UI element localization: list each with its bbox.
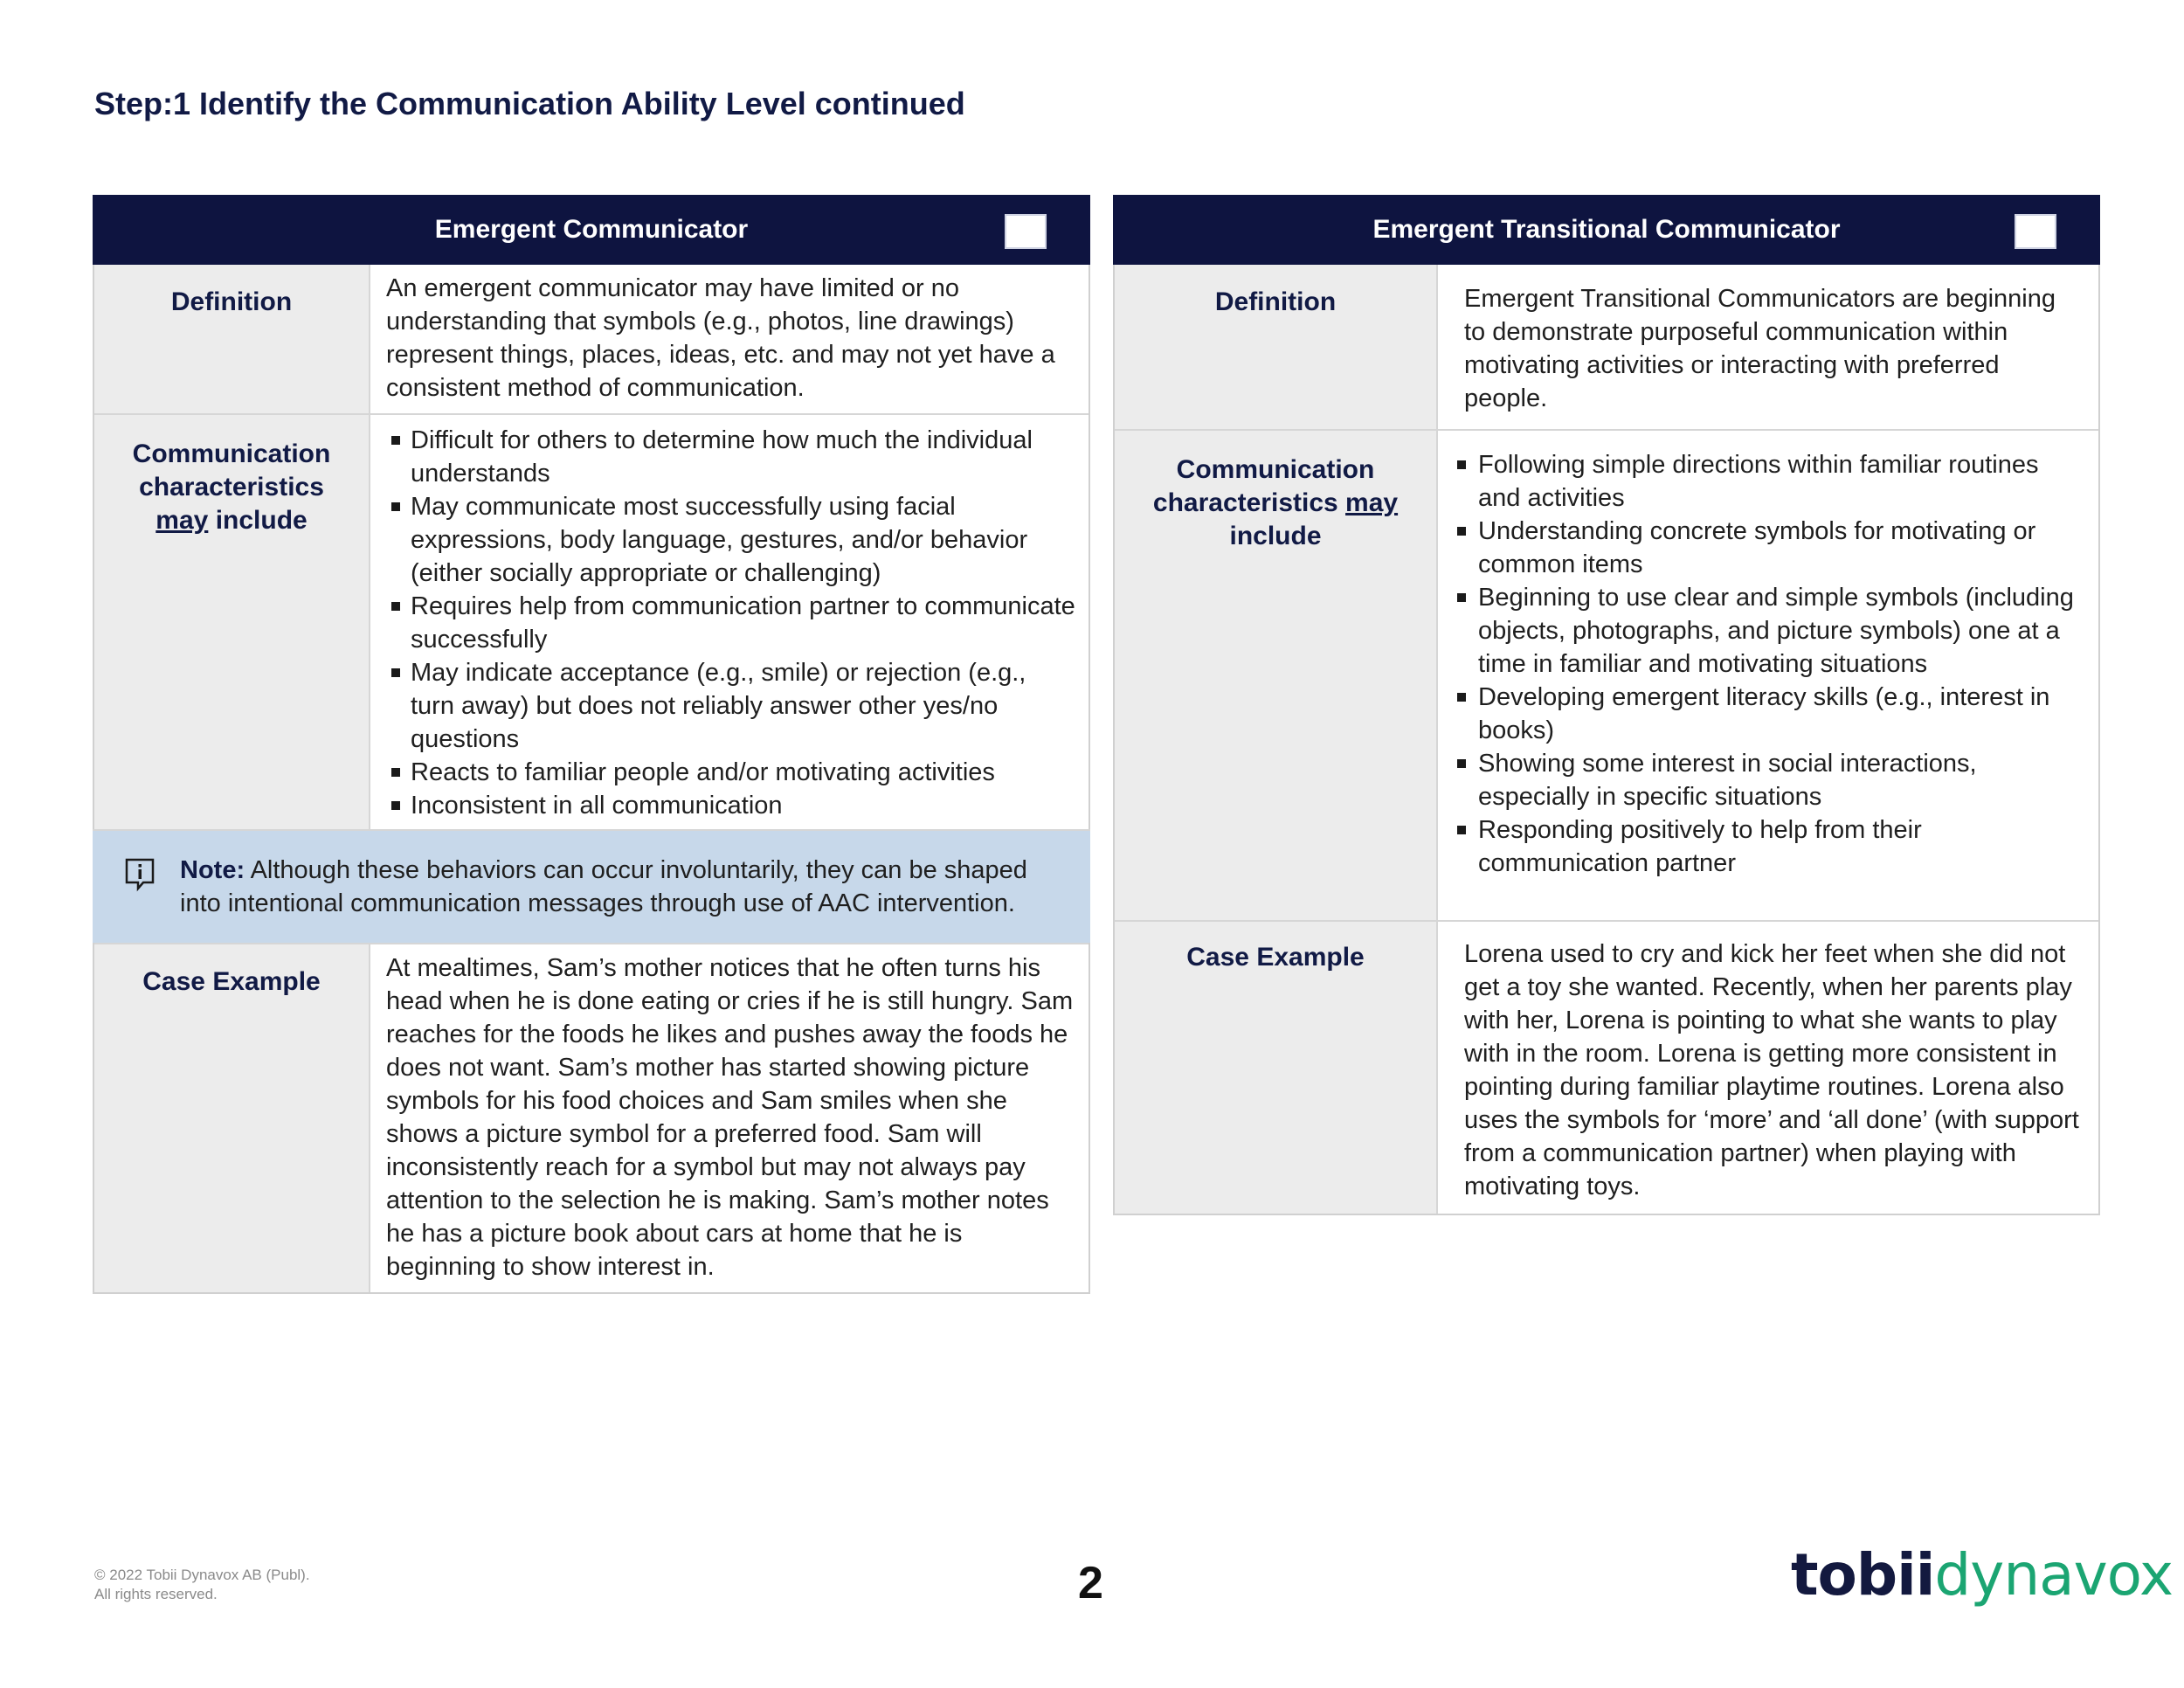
note-label: Note: bbox=[180, 856, 245, 884]
characteristics-label-may: may bbox=[1345, 488, 1399, 517]
definition-text: An emergent communicator may have limited or no understanding that symbols (e.g., photos, line drawings) represent things, places, ideas, etc. and may not yet have a consistent method of communication. bbox=[386, 274, 1055, 402]
card-title: Emergent Communicator bbox=[434, 215, 749, 244]
definition-label: Definition bbox=[1115, 265, 1438, 429]
list-item: Developing emergent literacy skills (e.g., interest in books) bbox=[1438, 681, 2081, 747]
case-example-label: Case Example bbox=[1115, 922, 1438, 1214]
list-item: Beginning to use clear and simple symbols (including objects, photographs, and picture symbols) one at a time in familiar and motivating situations bbox=[1438, 581, 2081, 681]
definition-row bbox=[1115, 265, 2098, 429]
page-title: Step:1 Identify the Communication Ability Level continued bbox=[94, 86, 965, 121]
characteristics-label bbox=[1115, 431, 1438, 920]
characteristics-row bbox=[94, 413, 1089, 829]
copyright-line1: © 2022 Tobii Dynavox AB (Publ). bbox=[94, 1567, 310, 1583]
characteristics-label-part2: include bbox=[1229, 522, 1322, 550]
characteristics-label-part1: Communication characteristics bbox=[132, 439, 331, 502]
copyright-line2: All rights reserved. bbox=[94, 1586, 218, 1602]
definition-label: Definition bbox=[94, 265, 370, 413]
list-item: Difficult for others to determine how much the individual understands bbox=[370, 424, 1076, 490]
emergent-transitional-communicator-card bbox=[1113, 195, 2100, 1215]
card-header bbox=[1113, 195, 2100, 265]
characteristics-label bbox=[94, 415, 370, 829]
characteristics-list bbox=[370, 424, 1076, 822]
list-item: Inconsistent in all communication bbox=[370, 789, 1076, 822]
note-text: Although these behaviors can occur involuntarily, they can be shaped into intentional communication messages through use of AAC intervention. bbox=[180, 856, 1027, 917]
logo-part1: tobii bbox=[1791, 1541, 1935, 1608]
list-item: Requires help from communication partner to communicate successfully bbox=[370, 590, 1076, 656]
definition-text: Emergent Transitional Communicators are beginning to demonstrate purposeful communication within motivating activities or interacting with preferred people. bbox=[1464, 285, 2056, 412]
case-example-row bbox=[94, 943, 1089, 1292]
list-item: Reacts to familiar people and/or motivating activities bbox=[370, 756, 1076, 789]
list-item: May communicate most successfully using facial expressions, body language, gestures, and/or behavior (either socially appropriate or challenging) bbox=[370, 490, 1076, 590]
checkbox[interactable] bbox=[1005, 214, 1047, 249]
characteristics-list bbox=[1438, 448, 2081, 880]
characteristics-list-container bbox=[370, 415, 1089, 829]
card-header bbox=[93, 195, 1090, 265]
characteristics-label-part2: include bbox=[215, 506, 308, 535]
case-example-row bbox=[1115, 920, 2098, 1214]
emergent-communicator-card bbox=[93, 195, 1090, 1294]
checkbox[interactable] bbox=[2015, 214, 2056, 249]
characteristics-label-may: may bbox=[156, 506, 209, 535]
list-item: Understanding concrete symbols for motivating or common items bbox=[1438, 515, 2081, 581]
tobii-dynavox-logo bbox=[1791, 1541, 2173, 1608]
card-title: Emergent Transitional Communicator bbox=[1372, 215, 1841, 244]
characteristics-label-part1: Communication characteristics bbox=[1152, 455, 1375, 517]
case-example-label: Case Example bbox=[94, 944, 370, 1292]
list-item: May indicate acceptance (e.g., smile) or rejection (e.g., turn away) but does not reliably answer other yes/no questions bbox=[370, 656, 1076, 756]
definition-row bbox=[94, 265, 1089, 413]
case-example-text: At mealtimes, Sam’s mother notices that he often turns his head when he is done eating or cries if he is still hungry. Sam reaches for the foods he likes and pushes away the foods he does not want. Sam’s mother has started showing picture symbols for his food choices and Sam smiles when she shows a picture symbol for a preferred food. Sam will inconsistently reach for a symbol but may not always pay attention to the selection he is making. Sam’s mother notes he has a picture book about cars at home that he is beginning to show interest in. bbox=[386, 954, 1074, 1281]
note-box bbox=[93, 829, 1090, 943]
info-icon bbox=[124, 857, 156, 892]
logo-part2: dynavox bbox=[1934, 1541, 2174, 1608]
copyright bbox=[94, 1566, 310, 1604]
list-item: Following simple directions within familiar routines and activities bbox=[1438, 448, 2081, 515]
list-item: Responding positively to help from their communication partner bbox=[1438, 813, 2081, 880]
characteristics-row bbox=[1115, 429, 2098, 920]
list-item: Showing some interest in social interactions, especially in specific situations bbox=[1438, 747, 2081, 813]
page-number: 2 bbox=[1078, 1558, 1103, 1608]
characteristics-list-container bbox=[1438, 431, 2098, 920]
case-example-text: Lorena used to cry and kick her feet when she did not get a toy she wanted. Recently, when her parents play with her, Lorena is pointing to what she wants to play with in the room. Lorena is getting more consistent in pointing during familiar playtime routines. Lorena also uses the symbols for ‘more’ and ‘all done’ (with support from a communication partner) when playing with motivating toys. bbox=[1464, 940, 2079, 1200]
